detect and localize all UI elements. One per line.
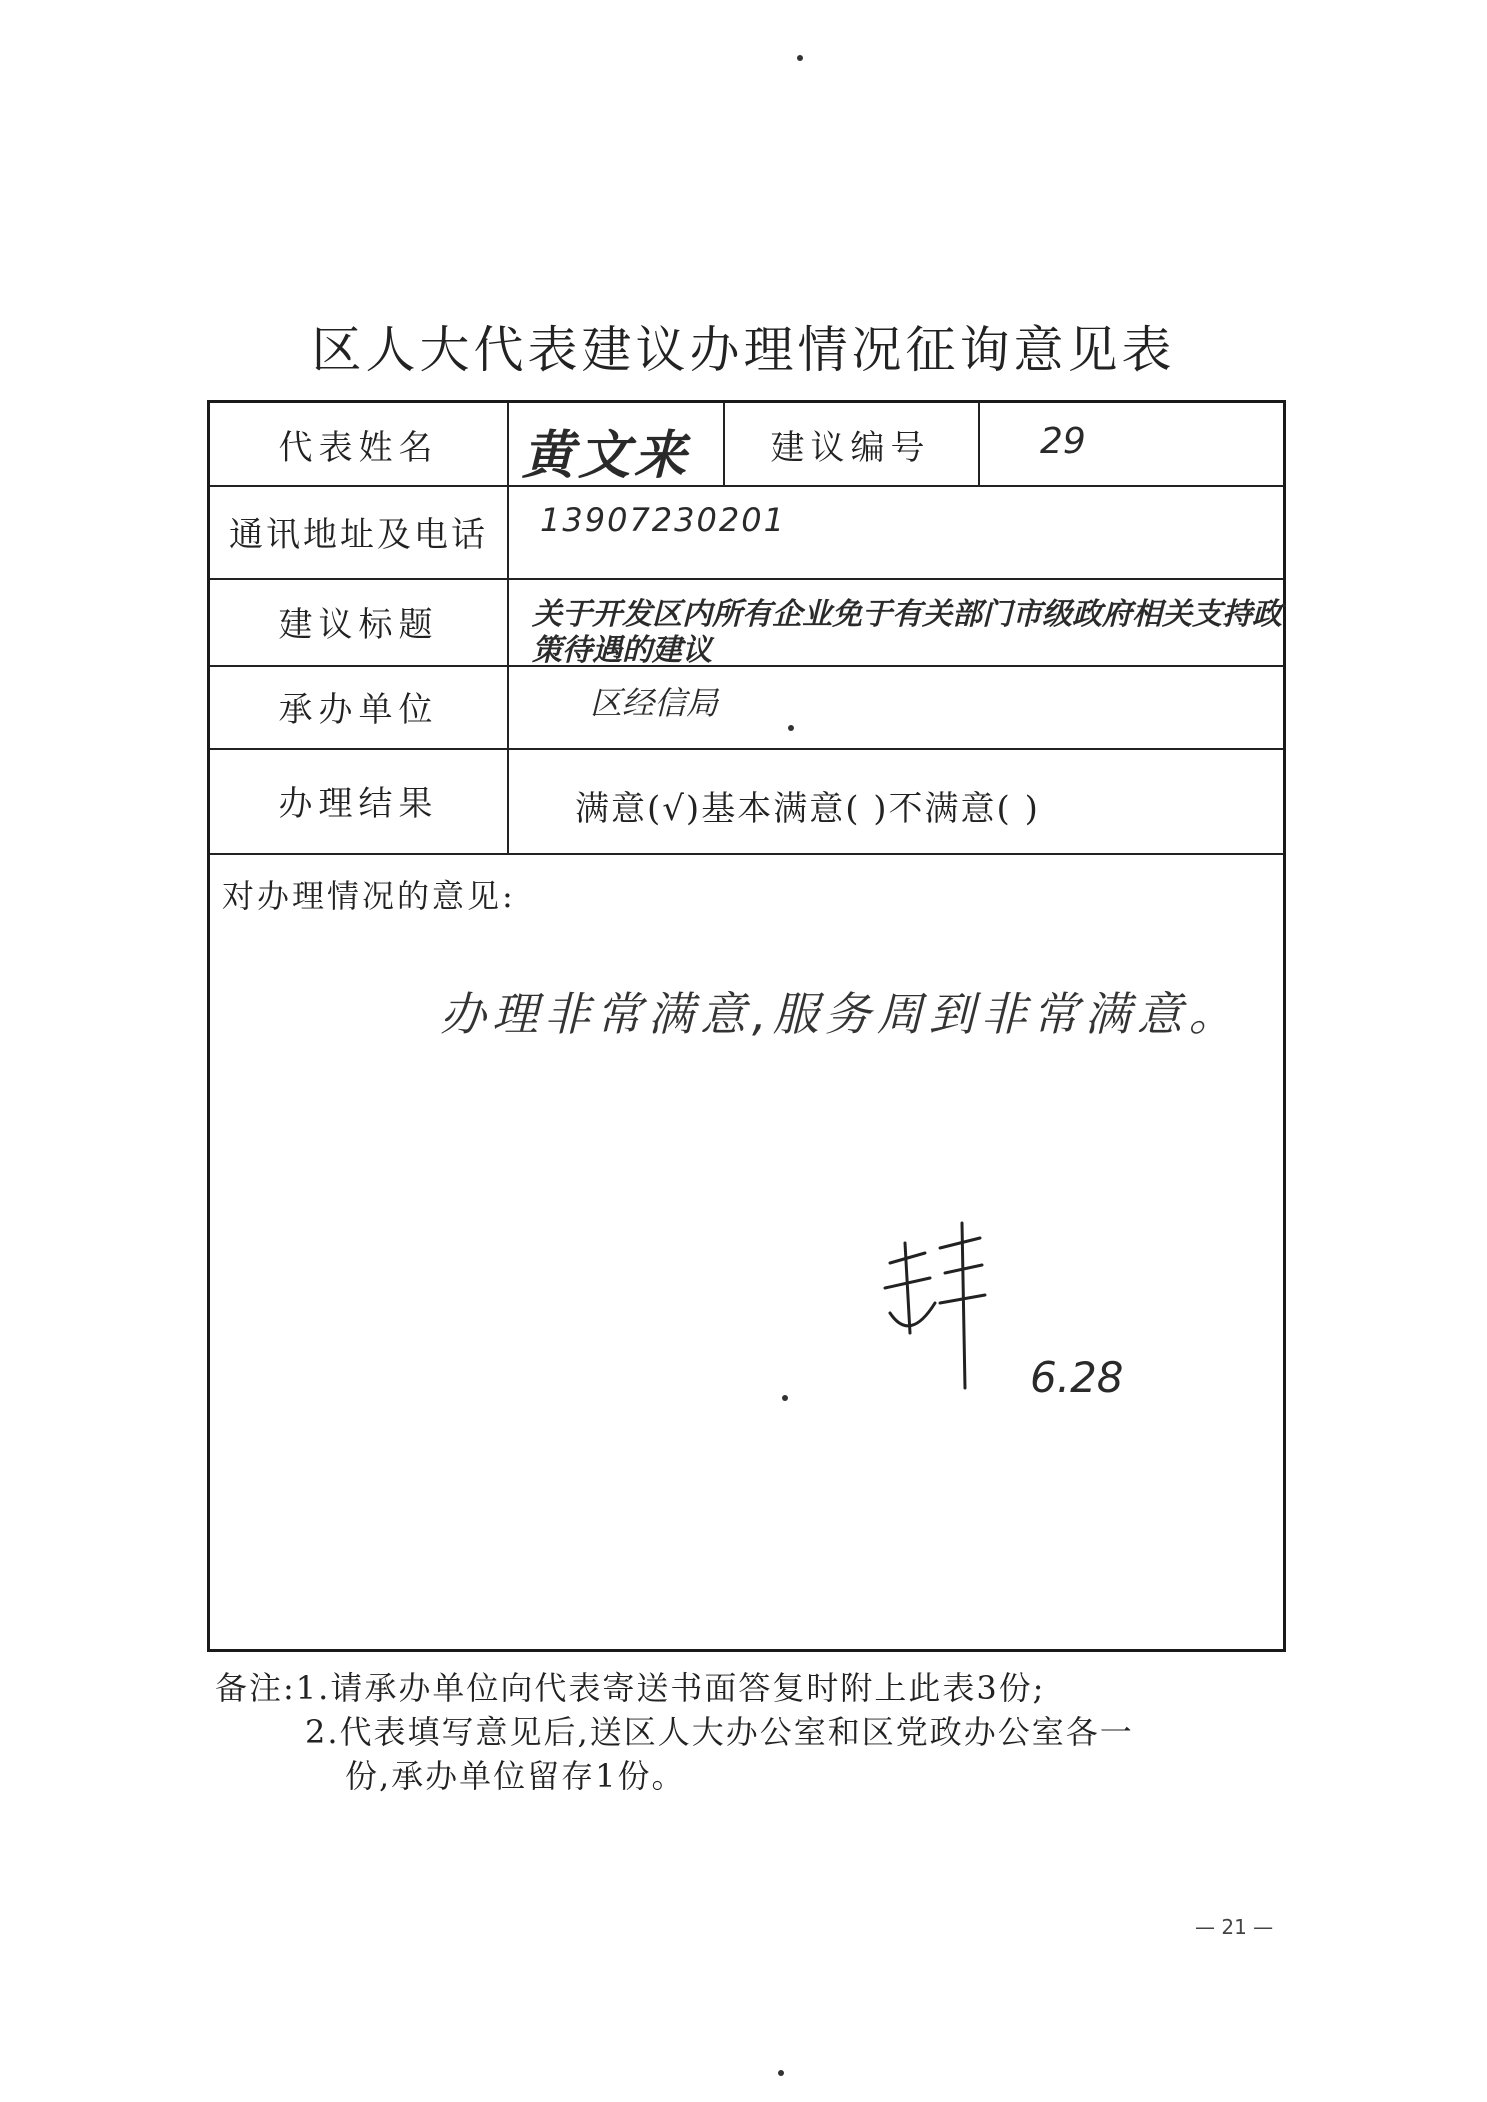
column-divider [978, 403, 980, 485]
proposal-number-label: 建议编号 [770, 427, 931, 468]
proposal-title-value-line2: 策待遇的建议 [532, 633, 712, 668]
proposal-title-value-line1: 关于开发区内所有企业免于有关部门市级政府相关支持政 [532, 597, 1282, 632]
proposal-number-value: 29 [1040, 421, 1086, 462]
row-divider [210, 853, 1283, 855]
handling-unit-label: 承办单位 [278, 690, 439, 730]
handling-result-label: 办理结果 [278, 784, 439, 824]
handwritten-signature [870, 1203, 990, 1403]
note-line-1: 备注:1.请承办单位向代表寄送书面答复时附上此表3份; [215, 1669, 1046, 1707]
note-line-3: 份,承办单位留存1份。 [345, 1757, 686, 1795]
proposal-title-label: 建议标题 [278, 605, 439, 645]
address-phone-value: 13907230201 [540, 501, 786, 539]
note-line-2: 2.代表填写意见后,送区人大办公室和区党政办公室各一 [305, 1713, 1134, 1751]
opinion-handwritten-text: 办理非常满意,服务周到非常满意。 [440, 987, 1241, 1041]
column-divider [507, 403, 509, 853]
representative-name-label: 代表姓名 [278, 427, 439, 468]
address-phone-label: 通讯地址及电话 [229, 515, 488, 555]
handling-unit-value: 区经信局 [590, 684, 719, 722]
representative-name-value: 黄文来 [522, 426, 691, 486]
form-title: 区人大代表建议办理情况征询意见表 [311, 321, 1176, 379]
scan-speck [778, 2070, 784, 2076]
opinion-label: 对办理情况的意见: [222, 877, 516, 915]
inquiry-form-table [207, 400, 1286, 1652]
scan-speck [797, 55, 803, 61]
handling-result-options: 满意(√)基本满意( )不满意( ) [575, 789, 1040, 829]
signature-date: 6.28 [1030, 1353, 1124, 1402]
page-number: — 21 — [1195, 1915, 1274, 1939]
